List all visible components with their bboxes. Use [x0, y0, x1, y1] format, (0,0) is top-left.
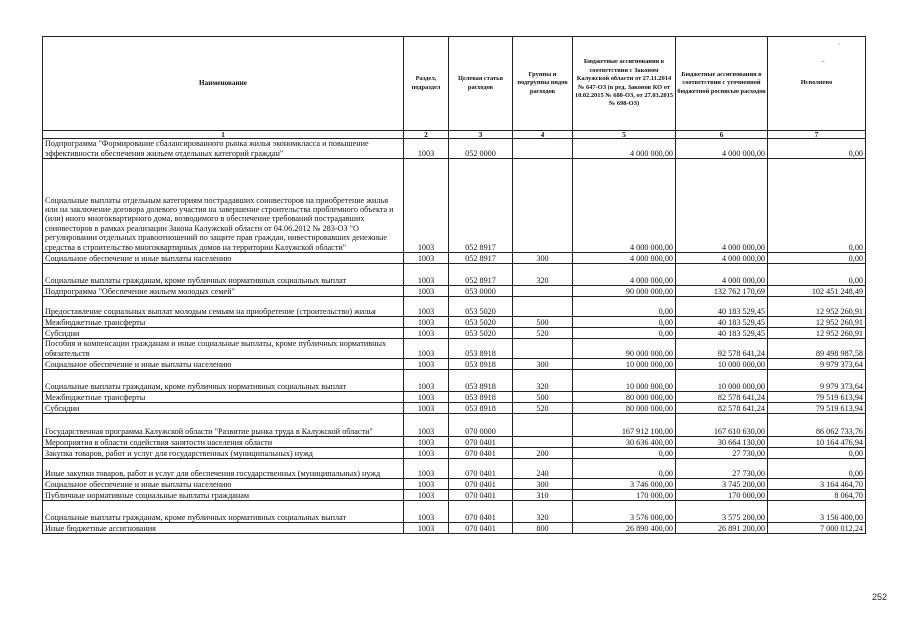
table-row [43, 479, 866, 490]
row-section: 1003 [404, 297, 449, 317]
row-group: 310 [513, 490, 573, 501]
row-refined-amount: 4 000 000,00 [676, 264, 768, 286]
row-target: 053 8918 [449, 339, 513, 359]
row-target: 070 0401 [449, 437, 513, 448]
row-target: 052 8917 [449, 264, 513, 286]
row-target: 053 8918 [449, 359, 513, 370]
row-law-amount: 0,00 [573, 317, 676, 328]
row-group: 520 [513, 403, 573, 414]
row-law-amount: 10 000 000,00 [573, 359, 676, 370]
row-group: 320 [513, 501, 573, 523]
row-law-amount: 90 000 000,00 [573, 339, 676, 359]
row-group [513, 297, 573, 317]
header-section: Раздел, подраздел [404, 37, 449, 131]
row-target: 070 0401 [449, 490, 513, 501]
row-law-amount: 4 000 000,00 [573, 253, 676, 264]
row-target: 053 5020 [449, 317, 513, 328]
row-target: 052 0000 [449, 139, 513, 159]
row-executed-amount: 12 952 260,91 [768, 328, 866, 339]
row-group: 200 [513, 448, 573, 459]
row-name: Межбюджетные трансферты [43, 392, 404, 403]
row-name: Государственная программа Калужской области "Развитие рынка труда в Калужской области" [43, 414, 404, 437]
row-group [513, 286, 573, 297]
row-section: 1003 [404, 370, 449, 392]
row-target: 070 0401 [449, 501, 513, 523]
row-executed-amount: 10 164 476,94 [768, 437, 866, 448]
table-row [43, 370, 866, 392]
row-target: 053 0000 [449, 286, 513, 297]
row-name: Мероприятия в области содействия занятости населения области [43, 437, 404, 448]
row-section: 1003 [404, 501, 449, 523]
row-group [513, 139, 573, 159]
row-section: 1003 [404, 459, 449, 479]
header-law: Бюджетные ассигнования в соответствии с Законом Калужской области от 27.11.2014 № 647-ОЗ (в ред. Законов КО от 10.02.2015 № 680-ОЗ, от 27.03.2015 № 698-ОЗ) [573, 37, 676, 131]
row-name: Субсидии [43, 328, 404, 339]
row-group: 240 [513, 459, 573, 479]
table-row [43, 392, 866, 403]
row-executed-amount: 9 979 373,64 [768, 359, 866, 370]
row-executed-amount: 102 451 248,49 [768, 286, 866, 297]
row-group: 300 [513, 253, 573, 264]
row-section: 1003 [404, 490, 449, 501]
row-name: Закупка товаров, работ и услуг для государственных (муниципальных) нужд [43, 448, 404, 459]
row-law-amount: 30 636 400,00 [573, 437, 676, 448]
table-row [43, 253, 866, 264]
row-refined-amount: 82 578 641,24 [676, 392, 768, 403]
row-refined-amount: 4 000 000,00 [676, 139, 768, 159]
row-law-amount: 10 000 000,00 [573, 370, 676, 392]
row-name: Иные бюджетные ассигнования [43, 523, 404, 534]
row-name: Социальное обеспечение и иные выплаты населению [43, 253, 404, 264]
row-refined-amount: 40 183 529,45 [676, 328, 768, 339]
column-number: 2 [404, 131, 449, 139]
table-row [43, 448, 866, 459]
row-section: 1003 [404, 403, 449, 414]
table-row [43, 139, 866, 159]
row-refined-amount: 4 000 000,00 [676, 253, 768, 264]
row-target: 070 0401 [449, 448, 513, 459]
row-executed-amount: 79 519 613,94 [768, 392, 866, 403]
row-refined-amount: 92 578 641,24 [676, 339, 768, 359]
row-target: 053 8918 [449, 392, 513, 403]
row-law-amount: 26 890 400,00 [573, 523, 676, 534]
table-row [43, 490, 866, 501]
row-refined-amount: 27 730,00 [676, 459, 768, 479]
row-target: 053 8918 [449, 370, 513, 392]
row-executed-amount: 79 519 613,94 [768, 403, 866, 414]
row-refined-amount: 4 000 000,00 [676, 159, 768, 253]
table-row [43, 328, 866, 339]
row-refined-amount: 3 745 200,00 [676, 479, 768, 490]
row-section: 1003 [404, 264, 449, 286]
row-name: Иные закупки товаров, работ и услуг для обеспечения государственных (муниципальных) нужд [43, 459, 404, 479]
row-name: Предоставление социальных выплат молодым семьям на приобретение (строительство) жилья [43, 297, 404, 317]
header-groups: Группы и подгруппы видов расходов [513, 37, 573, 131]
row-executed-amount: 0,00 [768, 139, 866, 159]
row-group: 520 [513, 328, 573, 339]
row-section: 1003 [404, 479, 449, 490]
row-target: 070 0401 [449, 479, 513, 490]
header-target: Целевая статья расходов [449, 37, 513, 131]
table-row [43, 359, 866, 370]
table-row [43, 286, 866, 297]
table-row [43, 501, 866, 523]
row-name: Социальное обеспечение и иные выплаты населению [43, 479, 404, 490]
row-refined-amount: 10 000 000,00 [676, 359, 768, 370]
row-law-amount: 90 000 000,00 [573, 286, 676, 297]
row-section: 1003 [404, 317, 449, 328]
row-group: 500 [513, 317, 573, 328]
budget-document [42, 36, 866, 534]
row-name: Социальные выплаты отдельным категориям пострадавших соинвесторов на приобретение жилья или на заключение договора долевого участия на завершение строительства проблемного объекта и (или) иного многоквартирного дома, возводимого в обеспечение требований пострадавших соинвесторов в рамках реализации Закона Калужской области от 04.06.2012 № 283-ОЗ "О регулировании отдельных правоотношений по защите прав граждан, инвестировавших денежные средства в строительство многоквартирных домов на территории Калужской области" [43, 159, 404, 253]
row-name: Пособия и компенсации гражданам и иные социальные выплаты, кроме публичных нормативных обязательств [43, 339, 404, 359]
row-refined-amount: 170 000,00 [676, 490, 768, 501]
margin-mark: ˎ [838, 36, 841, 45]
row-group [513, 414, 573, 437]
row-section: 1003 [404, 437, 449, 448]
row-refined-amount: 10 000 000,00 [676, 370, 768, 392]
row-section: 1003 [404, 139, 449, 159]
row-target: 053 5020 [449, 328, 513, 339]
row-section: 1003 [404, 286, 449, 297]
table-row [43, 297, 866, 317]
table-row [43, 437, 866, 448]
row-name: Межбюджетные трансферты [43, 317, 404, 328]
row-refined-amount: 26 891 200,00 [676, 523, 768, 534]
row-law-amount: 4 000 000,00 [573, 139, 676, 159]
row-executed-amount: 9 979 373,64 [768, 370, 866, 392]
row-executed-amount: 3 164 464,70 [768, 479, 866, 490]
row-executed-amount: 12 952 260,91 [768, 317, 866, 328]
table-row [43, 317, 866, 328]
column-numbers-row [43, 131, 866, 139]
column-number: 5 [573, 131, 676, 139]
row-law-amount: 3 746 000,00 [573, 479, 676, 490]
row-executed-amount: 0,00 [768, 159, 866, 253]
table-row [43, 339, 866, 359]
row-name: Социальное обеспечение и иные выплаты населению [43, 359, 404, 370]
row-group [513, 437, 573, 448]
page-number: 252 [872, 592, 888, 602]
budget-table [42, 36, 866, 534]
row-target: 052 8917 [449, 253, 513, 264]
row-executed-amount: 0,00 [768, 448, 866, 459]
row-section: 1003 [404, 414, 449, 437]
row-refined-amount: 82 578 641,24 [676, 403, 768, 414]
row-law-amount: 0,00 [573, 448, 676, 459]
header-executed: Исполнено [768, 37, 866, 131]
row-section: 1003 [404, 523, 449, 534]
row-section: 1003 [404, 339, 449, 359]
row-executed-amount: 86 062 733,76 [768, 414, 866, 437]
row-target: 053 5020 [449, 297, 513, 317]
column-number: 7 [768, 131, 866, 139]
row-name: Социальные выплаты гражданам, кроме публичных нормативных социальных выплат [43, 264, 404, 286]
row-law-amount: 80 000 000,00 [573, 392, 676, 403]
row-refined-amount: 30 664 130,00 [676, 437, 768, 448]
row-group: 300 [513, 479, 573, 490]
row-executed-amount: 0,00 [768, 253, 866, 264]
row-group: 320 [513, 370, 573, 392]
row-refined-amount: 40 183 529,45 [676, 297, 768, 317]
row-group [513, 159, 573, 253]
row-executed-amount: 89 498 987,58 [768, 339, 866, 359]
table-row [43, 523, 866, 534]
row-group [513, 339, 573, 359]
row-group: 800 [513, 523, 573, 534]
row-group: 300 [513, 359, 573, 370]
row-section: 1003 [404, 392, 449, 403]
row-law-amount: 80 000 000,00 [573, 403, 676, 414]
row-name: Подпрограмма "Обеспечение жильем молодых семей" [43, 286, 404, 297]
header-refined: Бюджетные ассигнования в соответствии с уточненной бюджетной росписью расходов [676, 37, 768, 131]
row-name: Субсидии [43, 403, 404, 414]
row-refined-amount: 167 610 630,00 [676, 414, 768, 437]
row-name: Социальные выплаты гражданам, кроме публичных нормативных социальных выплат [43, 501, 404, 523]
row-target: 070 0000 [449, 414, 513, 437]
row-law-amount: 3 576 000,00 [573, 501, 676, 523]
row-target: 052 8917 [449, 159, 513, 253]
row-group: 320 [513, 264, 573, 286]
row-executed-amount: 3 156 400,00 [768, 501, 866, 523]
row-name: Публичные нормативные социальные выплаты гражданам [43, 490, 404, 501]
row-law-amount: 167 912 100,00 [573, 414, 676, 437]
row-section: 1003 [404, 359, 449, 370]
row-section: 1003 [404, 253, 449, 264]
row-section: 1003 [404, 328, 449, 339]
row-refined-amount: 40 183 529,45 [676, 317, 768, 328]
table-header [43, 37, 866, 131]
row-executed-amount: 8 064,70 [768, 490, 866, 501]
row-name: Подпрограмма "Формирование сбалансированного рынка жилья экономкласса и повышение эффективности обеспечения жильем отдельных категорий граждан" [43, 139, 404, 159]
row-law-amount: 170 000,00 [573, 490, 676, 501]
row-target: 053 8918 [449, 403, 513, 414]
table-row [43, 414, 866, 437]
row-name: Социальные выплаты гражданам, кроме публичных нормативных социальных выплат [43, 370, 404, 392]
row-refined-amount: 3 575 200,00 [676, 501, 768, 523]
row-law-amount: 0,00 [573, 328, 676, 339]
column-number: 6 [676, 131, 768, 139]
margin-mark: ˇ [822, 60, 825, 69]
table-row [43, 264, 866, 286]
table-row [43, 159, 866, 253]
row-target: 070 0401 [449, 523, 513, 534]
column-number: 1 [43, 131, 404, 139]
row-refined-amount: 132 762 170,69 [676, 286, 768, 297]
row-law-amount: 0,00 [573, 459, 676, 479]
row-executed-amount: 0,00 [768, 459, 866, 479]
table-row [43, 459, 866, 479]
row-refined-amount: 27 730,00 [676, 448, 768, 459]
row-law-amount: 4 000 000,00 [573, 264, 676, 286]
row-law-amount: 0,00 [573, 297, 676, 317]
row-group: 500 [513, 392, 573, 403]
row-section: 1003 [404, 448, 449, 459]
table-row [43, 403, 866, 414]
column-number: 3 [449, 131, 513, 139]
table-body [43, 131, 866, 534]
row-section: 1003 [404, 159, 449, 253]
row-executed-amount: 12 952 260,91 [768, 297, 866, 317]
column-number: 4 [513, 131, 573, 139]
row-executed-amount: 7 000 012,24 [768, 523, 866, 534]
row-executed-amount: 0,00 [768, 264, 866, 286]
header-name: Наименование [43, 37, 404, 131]
row-law-amount: 4 000 000,00 [573, 159, 676, 253]
row-target: 070 0401 [449, 459, 513, 479]
